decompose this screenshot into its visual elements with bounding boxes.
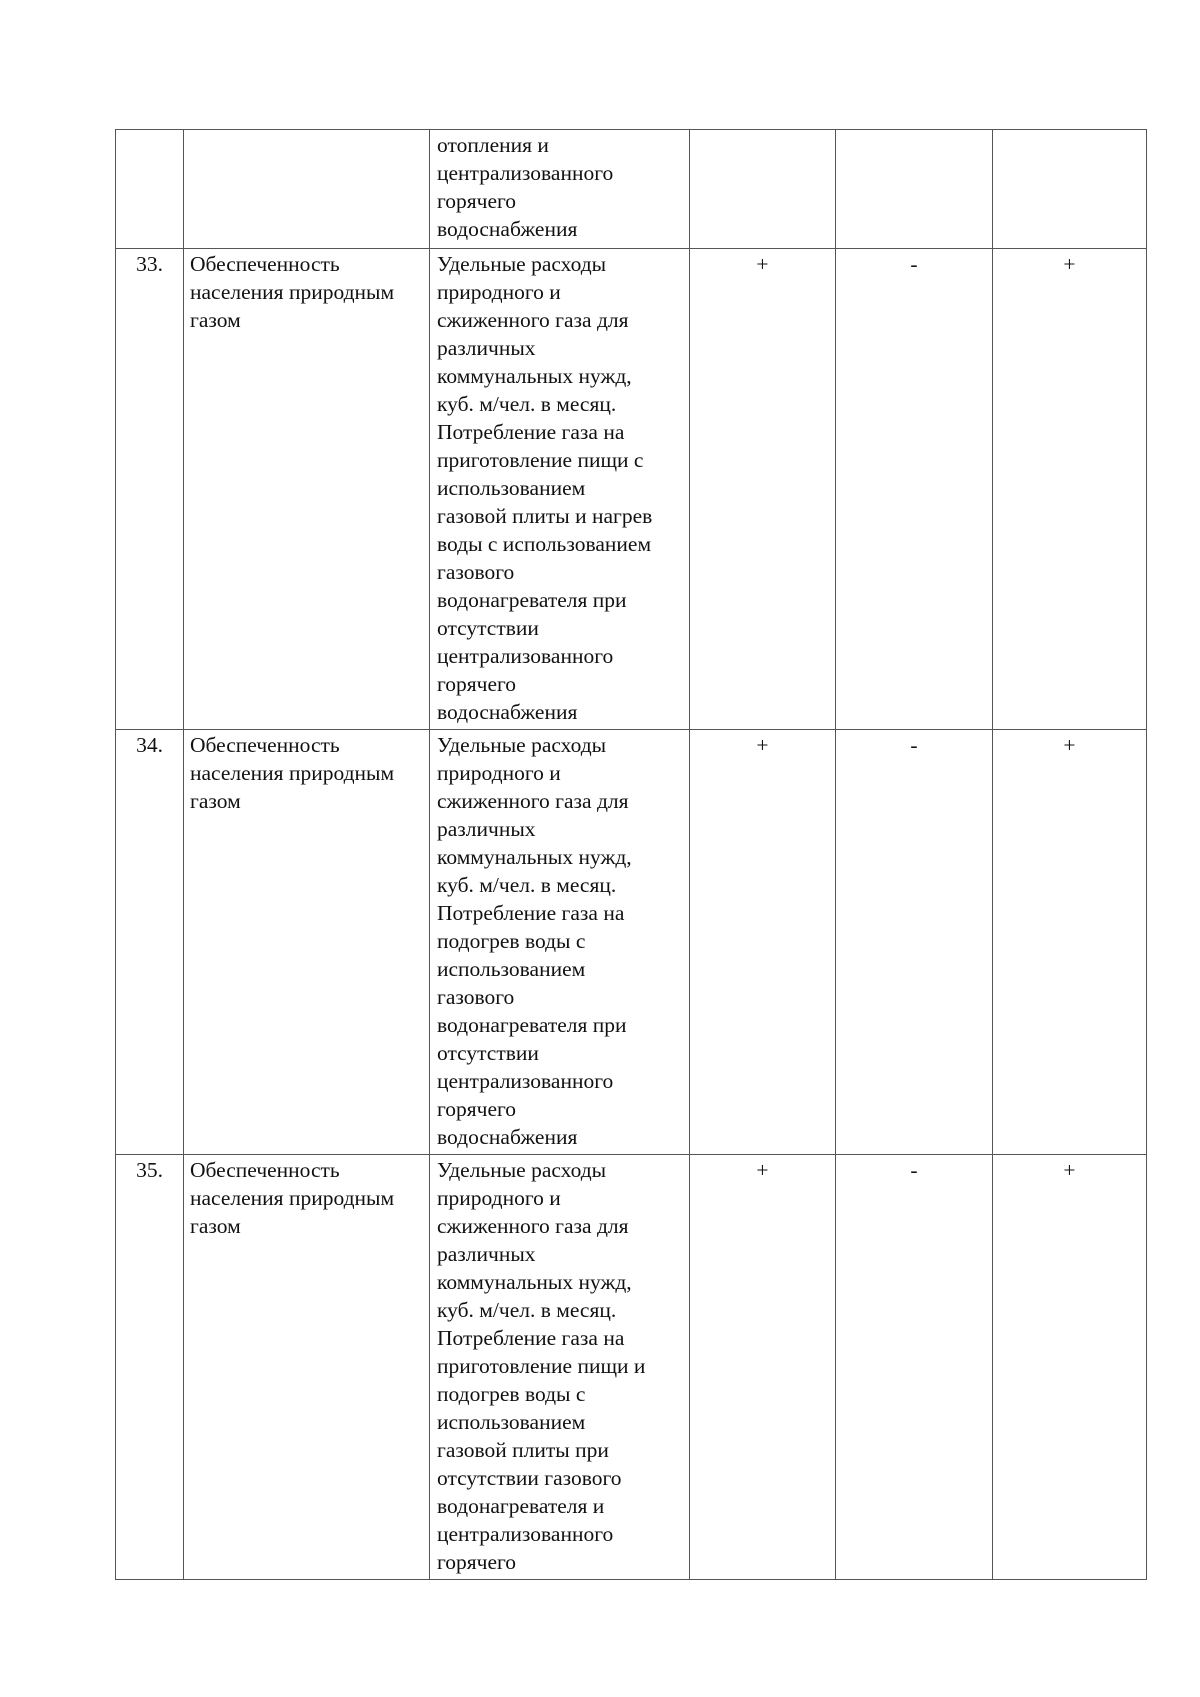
indicators-table: [115, 129, 1147, 1580]
column-4-mark: [690, 130, 836, 249]
column-5-mark: -: [836, 1155, 993, 1580]
row-number-cell: [116, 130, 184, 249]
column-4-mark: +: [690, 1155, 836, 1580]
indicator-name-cell: Обеспеченность населения природным газом: [184, 730, 430, 1155]
column-5-mark: -: [836, 730, 993, 1155]
column-5-mark: [836, 130, 993, 249]
indicator-description-cell: Удельные расходы природного и сжиженного газа для различных коммунальных нужд, куб. м/чел. в месяц. Потребление газа на приготовление пищи с использованием газовой плиты и нагрев воды с использованием газового водонагревателя при отсутствии централизованного горячего водоснабжения: [430, 249, 690, 730]
table-row: [116, 130, 1147, 249]
table-row: [116, 730, 1147, 1155]
column-6-mark: +: [993, 249, 1147, 730]
row-number-cell: 33.: [116, 249, 184, 730]
column-4-mark: +: [690, 249, 836, 730]
column-5-mark: -: [836, 249, 993, 730]
indicator-description-cell: отопления и централизованного горячего водоснабжения: [430, 130, 690, 249]
row-number-cell: 34.: [116, 730, 184, 1155]
indicator-name-cell: [184, 130, 430, 249]
column-6-mark: [993, 130, 1147, 249]
indicator-name-cell: Обеспеченность населения природным газом: [184, 249, 430, 730]
row-number-cell: 35.: [116, 1155, 184, 1580]
column-4-mark: +: [690, 730, 836, 1155]
indicator-description-cell: Удельные расходы природного и сжиженного газа для различных коммунальных нужд, куб. м/чел. в месяц. Потребление газа на приготовление пищи и подогрев воды с использованием газовой плиты при отсутствии газового водонагревателя и централизованного горячего: [430, 1155, 690, 1580]
indicator-name-cell: Обеспеченность населения природным газом: [184, 1155, 430, 1580]
column-6-mark: +: [993, 730, 1147, 1155]
table-row: [116, 1155, 1147, 1580]
table-row: [116, 249, 1147, 730]
column-6-mark: +: [993, 1155, 1147, 1580]
indicator-description-cell: Удельные расходы природного и сжиженного газа для различных коммунальных нужд, куб. м/чел. в месяц. Потребление газа на подогрев воды с использованием газового водонагревателя при отсутствии централизованного горячего водоснабжения: [430, 730, 690, 1155]
